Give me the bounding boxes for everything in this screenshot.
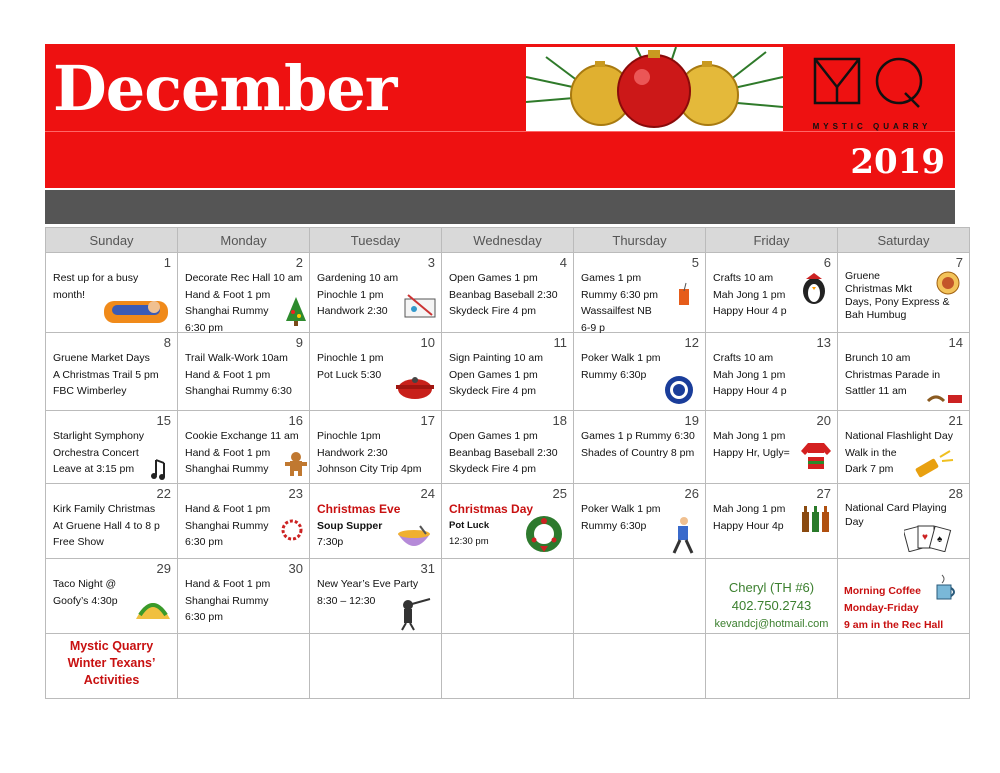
day-number: 28	[948, 486, 963, 501]
day-number: 18	[552, 413, 567, 428]
event-line: Beanbag Baseball 2:30	[449, 288, 558, 301]
event-line: Hand & Foot 1 pm	[185, 368, 271, 381]
event-line: At Gruene Hall 4 to 8 p	[53, 519, 160, 532]
event-line: Soup Supper	[317, 519, 383, 532]
event-line: Poker Walk 1 pm	[581, 503, 661, 515]
coffee-title: Morning Coffee	[844, 585, 921, 597]
day-cell	[310, 484, 442, 559]
event-line: Happy Hr, Ugly=	[713, 446, 790, 459]
footer-title-line: Activities	[83, 673, 140, 687]
day-number: 14	[948, 335, 963, 350]
event-line: 6:30 pm	[185, 611, 223, 623]
contact-email: kevandcj@hotmail.com	[714, 618, 829, 630]
event-line: 12:30 pm	[449, 536, 489, 547]
day-cell-empty	[838, 634, 970, 699]
wassail-drink-icon	[676, 281, 692, 309]
svg-text:♠: ♠	[937, 534, 943, 545]
day-number: 7	[955, 255, 963, 270]
event-line: Pinochle 1pm	[317, 430, 381, 442]
event-line: Rummy 6:30p	[581, 368, 647, 381]
week-row	[46, 484, 970, 559]
weekday-friday: Friday	[706, 228, 838, 253]
coffee-cell	[838, 559, 970, 634]
event-line: Crafts 10 am	[713, 272, 774, 284]
event-line: A Christmas Trail 5 pm	[53, 368, 159, 381]
event-line: Decorate Rec Hall 10 am	[185, 272, 303, 284]
event-line: Shanghai Rummy	[185, 594, 269, 607]
event-line: Mah Jong 1 pm	[713, 288, 786, 301]
contact-name: Cheryl (TH #6)	[728, 580, 815, 595]
event-line: Christmas Mkt	[845, 283, 913, 295]
event-line: Games 1 pm	[581, 272, 642, 284]
day-cell	[706, 333, 838, 411]
day-number: 5	[691, 255, 699, 270]
event-line: Johnson City Trip 4pm	[317, 463, 422, 475]
event-line: Beanbag Baseball 2:30	[449, 446, 558, 459]
mystic-quarry-logo	[793, 47, 951, 131]
event-line: Skydeck Fire 4 pm	[449, 305, 536, 317]
event-line: Gardening 10 am	[317, 272, 399, 284]
event-line: Bah Humbug	[845, 309, 907, 321]
event-line: month!	[53, 288, 86, 301]
event-line: Pinochle 1 pm	[317, 352, 384, 364]
event-line: Open Games 1 pm	[449, 368, 538, 381]
day-cell	[46, 484, 178, 559]
day-number: 27	[816, 486, 831, 501]
event-line: Gruene	[845, 270, 881, 282]
ugly-sweater-icon	[800, 441, 832, 471]
day-cell	[178, 411, 310, 484]
sleeping-person-icon	[102, 293, 170, 325]
day-cell	[310, 333, 442, 411]
svg-text:♥: ♥	[922, 532, 928, 543]
event-line: 7:30p	[317, 536, 344, 548]
event-line: Gruene Market Days	[53, 352, 150, 364]
flashlight-icon	[912, 449, 954, 479]
coffee-time: 9 am in the Rec Hall	[844, 619, 944, 631]
day-number: 1	[163, 255, 171, 270]
day-cell	[310, 253, 442, 333]
event-line: Orchestra Concert	[53, 446, 139, 459]
week-row	[46, 411, 970, 484]
event-line: Happy Hour 4 p	[713, 305, 787, 317]
event-line: Open Games 1 pm	[449, 430, 538, 442]
day-number: 31	[420, 561, 435, 576]
event-line: Sattler 11 am	[845, 385, 907, 397]
event-line: Skydeck Fire 4 pm	[449, 385, 536, 397]
event-line: Brunch 10 am	[845, 352, 911, 364]
day-cell	[838, 484, 970, 559]
day-number: 17	[420, 413, 435, 428]
day-cell	[442, 484, 574, 559]
day-cell	[442, 253, 574, 333]
music-notes-icon	[150, 457, 174, 481]
day-number: 11	[553, 335, 567, 350]
day-number: 25	[552, 486, 567, 501]
day-cell	[706, 484, 838, 559]
day-number: 15	[156, 413, 171, 428]
day-number: 22	[156, 486, 171, 501]
weekday-monday: Monday	[178, 228, 310, 253]
header-grey-bar	[45, 190, 955, 224]
event-line: Shanghai Rummy	[185, 305, 269, 317]
event-line: Hand & Foot 1 pm	[185, 578, 271, 590]
party-horn-icon	[396, 595, 436, 631]
event-line: Cookie Exchange 11 am	[185, 430, 299, 442]
day-cell	[46, 333, 178, 411]
event-line: Goofy’s 4:30p	[53, 594, 118, 607]
day-cell	[838, 333, 970, 411]
day-number: 19	[684, 413, 699, 428]
day-number: 3	[427, 255, 435, 270]
weekday-sunday: Sunday	[46, 228, 178, 253]
event-line: Handwork 2:30	[317, 305, 388, 317]
week-row	[46, 634, 970, 699]
coffee-days: Monday-Friday	[844, 602, 919, 614]
event-line: Shanghai Rummy 6:30	[185, 385, 292, 397]
event-line: Walk in the	[845, 446, 897, 459]
sewing-craft-icon	[402, 291, 438, 319]
week-row	[46, 559, 970, 634]
logo-text: MYSTIC QUARRY	[812, 122, 932, 131]
taco-icon	[134, 593, 172, 623]
event-line: Games 1 p Rummy 6:30	[581, 430, 695, 442]
event-line: Happy Hour 4p	[713, 519, 784, 532]
gingerbread-icon	[284, 451, 308, 477]
day-cell	[574, 411, 706, 484]
day-cell	[178, 559, 310, 634]
event-line: Hand & Foot 1 pm	[185, 503, 271, 515]
gruene-badge-icon	[936, 271, 960, 295]
event-line: Days, Pony Express &	[845, 296, 950, 308]
event-line: National Flashlight Day	[845, 430, 953, 442]
contact-cell	[706, 559, 838, 634]
day-cell	[178, 333, 310, 411]
weekday-row	[46, 228, 970, 253]
event-line: Shades of Country 8 pm	[581, 446, 695, 459]
event-line: Taco Night @	[53, 578, 117, 590]
event-line: National Card Playing	[845, 502, 947, 514]
event-line: Day	[845, 516, 864, 528]
day-cell-empty	[310, 634, 442, 699]
event-line: Pot Luck	[449, 519, 490, 531]
week-row	[46, 253, 970, 333]
event-line: Kirk Family Christmas	[53, 503, 156, 515]
day-cell	[838, 253, 970, 333]
event-line: Leave at 3:15 pm	[53, 463, 135, 475]
cooking-pot-icon	[394, 375, 436, 401]
event-line: Starlight Symphony	[53, 430, 145, 442]
event-line: 6:30 pm	[185, 536, 223, 548]
event-line: Pinochle 1 pm	[317, 288, 384, 301]
event-line: Sign Painting 10 am	[449, 352, 543, 364]
event-line: Mah Jong 1 pm	[713, 368, 786, 381]
event-line: 6-9 p	[581, 321, 605, 334]
ornament-wreath-icon	[280, 518, 304, 542]
day-number: 20	[816, 413, 831, 428]
day-cell	[310, 411, 442, 484]
event-line: Pot Luck 5:30	[317, 368, 382, 381]
event-line: Hand & Foot 1 pm	[185, 288, 271, 301]
month-title: December	[53, 52, 397, 125]
day-number: 6	[823, 255, 831, 270]
day-number: 8	[163, 335, 171, 350]
day-number: 9	[295, 335, 303, 350]
day-cell	[310, 559, 442, 634]
event-line: Hand & Foot 1 pm	[185, 446, 271, 459]
day-number: 23	[288, 486, 303, 501]
penguin-icon	[798, 273, 830, 305]
walking-person-icon	[666, 516, 698, 556]
event-line: New Year’s Eve Party	[317, 578, 419, 590]
event-line: Shanghai Rummy	[185, 463, 269, 475]
event-line: Rest up for a busy	[53, 272, 139, 284]
day-number: 16	[288, 413, 303, 428]
event-line: Skydeck Fire 4 pm	[449, 463, 536, 475]
day-number: 12	[684, 335, 699, 350]
day-cell	[442, 333, 574, 411]
calendar-header	[45, 44, 955, 188]
day-number: 10	[420, 335, 435, 350]
day-cell-empty	[706, 634, 838, 699]
event-line: Rummy 6:30p	[581, 519, 647, 532]
event-line: Shanghai Rummy	[185, 519, 269, 532]
day-cell	[46, 253, 178, 333]
coffee-mug-icon	[934, 573, 958, 603]
weekday-saturday: Saturday	[838, 228, 970, 253]
event-line: 8:30 – 12:30	[317, 594, 376, 607]
event-line: Wassailfest NB	[581, 305, 652, 317]
day-number: 13	[816, 335, 831, 350]
year-title: 2019	[850, 142, 945, 182]
day-cell	[178, 253, 310, 333]
playing-cards-icon	[904, 522, 954, 552]
day-cell	[46, 411, 178, 484]
day-cell-empty	[178, 634, 310, 699]
day-number: 29	[156, 561, 171, 576]
day-cell	[706, 411, 838, 484]
footer-title-line: Winter Texans’	[67, 656, 156, 670]
contact-phone: 402.750.2743	[731, 598, 812, 613]
poker-chip-icon	[664, 375, 694, 405]
day-cell	[442, 411, 574, 484]
event-line: Handwork 2:30	[317, 446, 388, 459]
event-line: Free Show	[53, 536, 104, 548]
event-line: Happy Hour 4 p	[713, 385, 787, 397]
footer-cell	[46, 634, 178, 699]
day-cell	[838, 411, 970, 484]
day-cell	[574, 333, 706, 411]
day-cell	[706, 253, 838, 333]
day-number: 21	[948, 413, 963, 428]
day-cell-empty	[442, 634, 574, 699]
event-title: Christmas Day	[449, 502, 534, 516]
event-line: Dark 7 pm	[845, 463, 894, 475]
weekday-thursday: Thursday	[574, 228, 706, 253]
event-line: Christmas Parade in	[845, 368, 941, 381]
event-line: Mah Jong 1 pm	[713, 430, 786, 442]
bottles-icon	[800, 504, 832, 534]
christmas-wreath-icon	[524, 514, 564, 554]
day-cell	[46, 559, 178, 634]
event-line: FBC Wimberley	[53, 385, 127, 397]
event-line: Open Games 1 pm	[449, 272, 538, 284]
event-line: Trail Walk-Work 10am	[185, 352, 288, 364]
day-cell-empty	[574, 559, 706, 634]
day-cell	[178, 484, 310, 559]
day-cell-empty	[442, 559, 574, 634]
event-line: Mah Jong 1 pm	[713, 503, 786, 515]
day-number: 2	[295, 255, 303, 270]
day-number: 24	[420, 486, 435, 501]
day-cell-empty	[574, 634, 706, 699]
ornaments-image	[526, 47, 783, 131]
event-line: Poker Walk 1 pm	[581, 352, 661, 364]
christmas-tree-icon	[284, 295, 308, 327]
day-number: 4	[559, 255, 567, 270]
event-line: Rummy 6:30 pm	[581, 288, 659, 301]
event-line: Crafts 10 am	[713, 352, 774, 364]
soup-bowl-icon	[396, 524, 432, 554]
event-line: 6:30 pm	[185, 321, 223, 334]
weekday-wednesday: Wednesday	[442, 228, 574, 253]
event-title: Christmas Eve	[317, 502, 401, 516]
header-divider	[45, 131, 955, 132]
day-cell	[574, 484, 706, 559]
day-cell	[574, 253, 706, 333]
weekday-tuesday: Tuesday	[310, 228, 442, 253]
week-row	[46, 333, 970, 411]
reindeer-sleigh-icon	[926, 389, 966, 407]
footer-title-line: Mystic Quarry	[69, 639, 154, 653]
day-number: 26	[684, 486, 699, 501]
day-number: 30	[288, 561, 303, 576]
calendar-grid	[45, 227, 970, 699]
